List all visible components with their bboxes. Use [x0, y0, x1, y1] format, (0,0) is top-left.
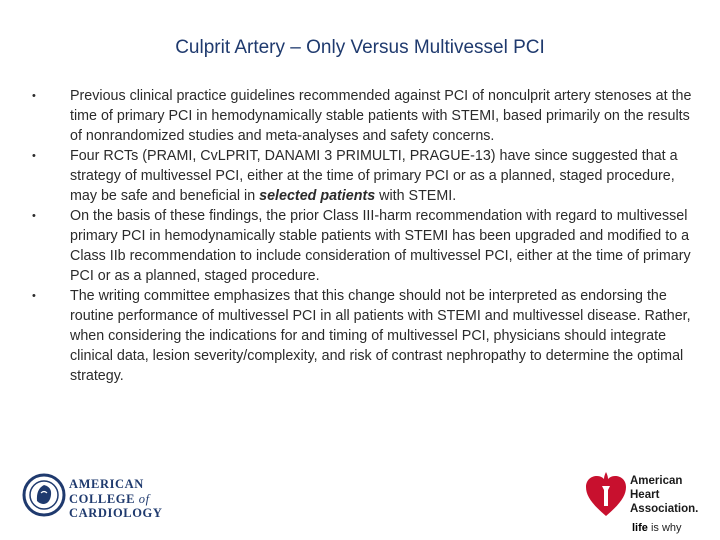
aha-logo [584, 468, 710, 536]
bullet-text-end: with STEMI. [375, 188, 457, 204]
aha-line-3: Association. [630, 503, 699, 515]
bullet-item [32, 206, 692, 286]
aha-line-2: Heart [630, 489, 660, 501]
bullet-list [32, 86, 692, 386]
bullet-glyph: • [32, 210, 36, 222]
bullet-text: On the basis of these findings, the prior Class III-harm recommendation with regard to multivessel primary PCI in hemodynamically stable patients with STEMI has been upgraded and modified to a Class IIb recommendation to include consideration of multivessel PCI, either at the time of primary PCI or as a planned, staged procedure. [70, 208, 691, 284]
acc-wordmark [69, 477, 163, 521]
acc-logo [22, 471, 172, 523]
bullet-text: Four RCTs (PRAMI, CvLPRIT, DANAMI 3 PRIMULTI, PRAGUE-13) have since suggested that a strategy of multivessel PCI, either at the time of primary PCI or as a planned, staged procedure, may be safe and beneficial in [70, 148, 678, 204]
slide-title: Culprit Artery – Only Versus Multivessel PCI [175, 37, 545, 58]
aha-tagline: life is why [632, 522, 682, 534]
acc-line-3: CARDIOLOGY [69, 506, 163, 520]
bullet-item [32, 286, 692, 386]
bullet-emphasis: selected patients [259, 188, 376, 204]
bullet-text: Previous clinical practice guidelines recommended against PCI of nonculprit artery stenoses at the time of primary PCI in hemodynamically stable patients with STEMI, based primarily on the results of nonrandomized studies and meta-analyses and safety concerns. [70, 88, 692, 144]
acc-line-2: COLLEGE of [69, 491, 150, 506]
bullet-item [32, 86, 692, 146]
bullet-glyph: • [32, 150, 36, 162]
bullet-item [32, 146, 692, 206]
aha-line-1: American [630, 475, 683, 487]
acc-line-1: AMERICAN [69, 477, 144, 491]
aha-wordmark [630, 474, 698, 516]
heart-torch-icon [584, 468, 628, 520]
bullet-glyph: • [32, 290, 36, 302]
bullet-glyph: • [32, 90, 36, 102]
bullet-text: The writing committee emphasizes that this change should not be interpreted as endorsing the routine performance of multivessel PCI in all patients with STEMI and multivessel disease. Rather, when considering the indications for and timing of multivessel PCI, physicians should integrate clinical data, lesion severity/complexity, and risk of contrast nephropathy to determine the optimal strategy. [70, 288, 691, 384]
acc-seal-icon [22, 471, 66, 519]
